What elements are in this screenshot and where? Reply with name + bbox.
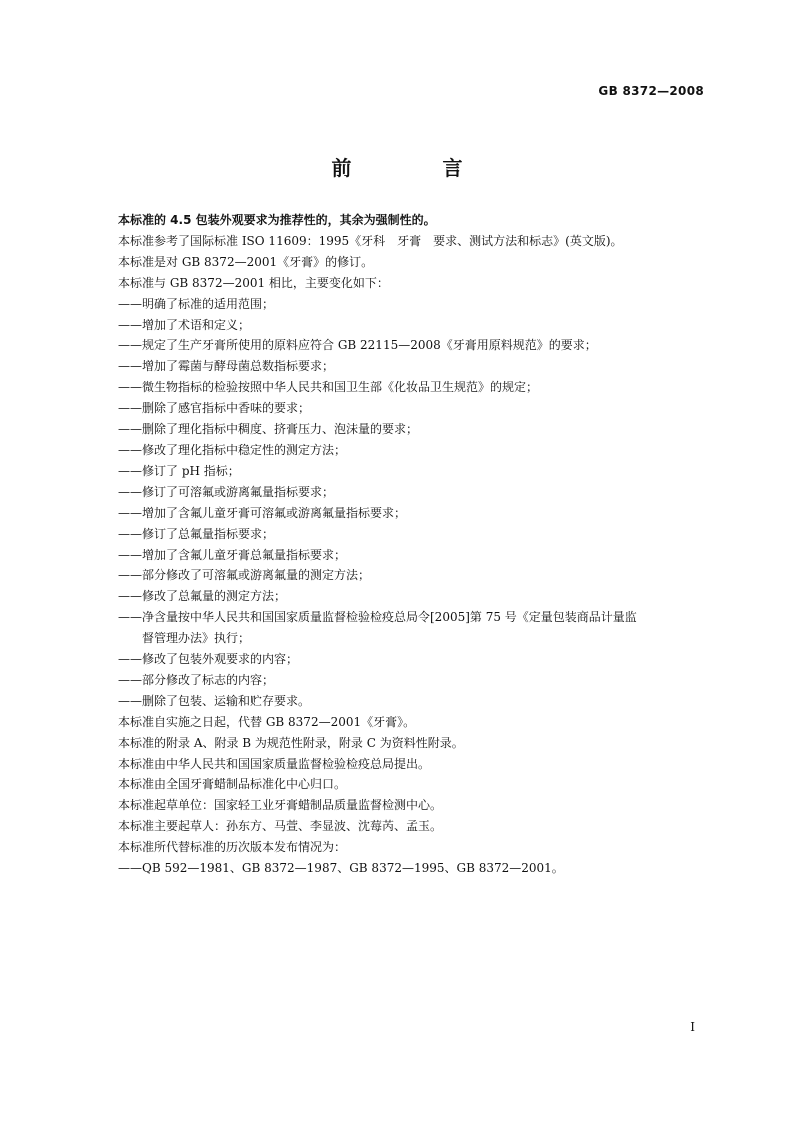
- foreword-line: 本标准所代替标准的历次版本发布情况为：: [118, 840, 347, 855]
- foreword-line: 本标准是对 GB 8372—2001《牙膏》的修订。: [118, 254, 374, 269]
- foreword-line: 本标准由全国牙膏蜡制品标准化中心归口。: [118, 777, 347, 792]
- change-item: ——增加了霉菌与酵母菌总数指标要求；: [118, 359, 335, 374]
- change-item: ——修改了包装外观要求的内容；: [118, 652, 299, 667]
- change-item: ——微生物指标的检验按照中华人民共和国卫生部《化妆品卫生规范》的规定；: [118, 380, 539, 395]
- foreword-line: 本标准由中华人民共和国国家质量监督检验检疫总局提出。: [118, 756, 431, 771]
- foreword-line: 本标准参考了国际标准 ISO 11609：1995《牙科 牙膏 要求、测试方法和标志》(英文版)。: [118, 233, 623, 248]
- change-item: ——部分修改了可溶氟或游离氟量的测定方法；: [118, 568, 371, 583]
- standard-code: GB 8372—2008: [598, 84, 704, 98]
- change-item: ——修改了总氟量的测定方法；: [118, 589, 287, 604]
- change-item: ——增加了术语和定义；: [118, 317, 251, 332]
- foreword-line: 本标准起草单位：国家轻工业牙膏蜡制品质量监督检测中心。: [118, 798, 443, 813]
- history-item: ——QB 592—1981、GB 8372—1987、GB 8372—1995、GB 8372—2001。: [118, 861, 564, 876]
- foreword-line: 本标准与 GB 8372—2001 相比，主要变化如下：: [118, 275, 389, 290]
- change-item-first-line: ——净含量按中华人民共和国国家质量监督检验检疫总局令[2005]第 75 号《定量包装商品计量监: [118, 610, 637, 625]
- foreword-line: 本标准主要起草人：孙东方、马萱、李显波、沈莓芮、孟玉。: [118, 819, 443, 834]
- change-item-continuation: 督管理办法》执行；: [142, 631, 251, 646]
- change-item: ——删除了理化指标中稠度、挤膏压力、泡沫量的要求；: [118, 422, 419, 437]
- foreword-line: 本标准的 4.5 包装外观要求为推荐性的，其余为强制性的。: [118, 213, 436, 227]
- foreword-line: 本标准的附录 A、附录 B 为规范性附录，附录 C 为资料性附录。: [118, 735, 464, 750]
- change-item: ——修改了理化指标中稳定性的测定方法；: [118, 442, 347, 457]
- foreword-line: 本标准自实施之日起，代替 GB 8372—2001《牙膏》。: [118, 714, 416, 729]
- page-title: 前 言: [331, 156, 505, 180]
- change-item: ——明确了标准的适用范围；: [118, 296, 275, 311]
- change-item: ——修订了总氟量指标要求；: [118, 526, 275, 541]
- change-item: ——部分修改了标志的内容；: [118, 672, 275, 687]
- change-item: ——删除了包装、运输和贮存要求。: [118, 693, 311, 708]
- change-item: ——规定了生产牙膏所使用的原料应符合 GB 22115—2008《牙膏用原料规范》的要求；: [118, 338, 597, 353]
- foreword-body: [118, 210, 708, 879]
- change-item: ——增加了含氟儿童牙膏可溶氟或游离氟量指标要求；: [118, 505, 407, 520]
- change-item-wrapped: [118, 607, 708, 649]
- change-item: ——修订了可溶氟或游离氟量指标要求；: [118, 484, 335, 499]
- change-item: ——删除了感官指标中香味的要求；: [118, 401, 311, 416]
- page-number: I: [690, 1020, 695, 1034]
- change-item: ——增加了含氟儿童牙膏总氟量指标要求；: [118, 547, 347, 562]
- change-item: ——修订了 pH 指标；: [118, 463, 240, 478]
